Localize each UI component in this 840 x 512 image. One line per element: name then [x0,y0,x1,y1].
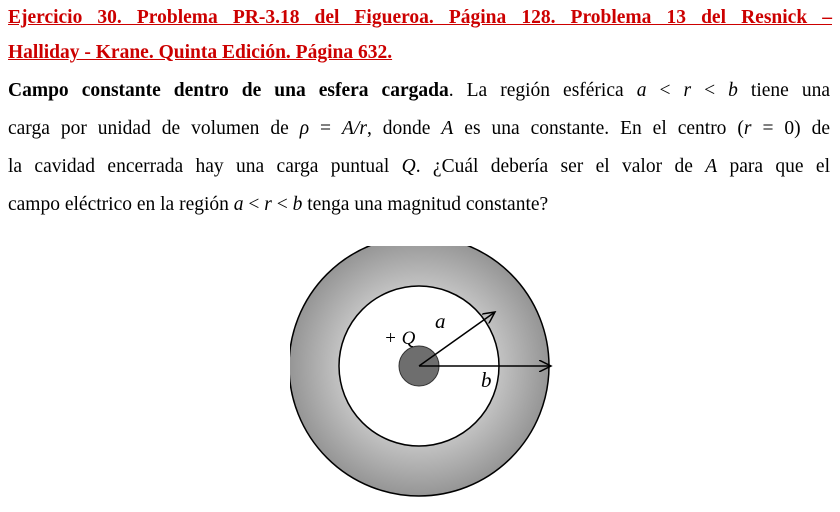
text: para que el [717,156,830,177]
var-A: A [441,118,454,139]
text: la cavidad encerrada hay una carga puntual [8,156,402,177]
problem-line-1 [8,76,830,106]
charge-label: + Q [384,328,416,349]
var-b: b [728,80,738,101]
text: . ¿Cuál debería ser el valor de [415,156,706,177]
var-a: a [636,80,647,101]
var-r: r [743,118,752,139]
problem-line-4 [8,190,830,220]
lt: < [646,80,684,101]
text: , donde [366,118,442,139]
text: tenga una magnitud constante? [302,194,549,215]
problem-line-3 [8,152,830,182]
label-b: b [481,368,492,392]
text: campo eléctrico en la región [8,194,234,215]
problem-line-2 [8,114,830,144]
var-r: r [683,80,692,101]
var-b: b [292,194,303,215]
text: = 0) de [751,118,830,139]
heading-line-1: Ejercicio 30. Problema PR-3.18 del Figueroa. Página 128. Problema 13 del Resnick – [8,7,832,28]
problem-title: Campo constante dentro de una esfera cargada [8,80,449,101]
lt: < [691,80,729,101]
text: es una constante. En el centro ( [453,118,744,139]
heading-line-2: Halliday - Krane. Quinta Edición. Página 632. [8,42,393,63]
var-r: r [264,194,272,215]
var-Q: Q [401,156,416,177]
text: tiene una [737,80,831,101]
label-a: a [435,309,446,333]
lt: < [243,194,265,215]
text: carga por unidad de volumen de [8,118,300,139]
charged-sphere-diagram [290,246,560,508]
text: . La región esférica [448,80,637,101]
var-A: A [342,118,354,139]
lt: < [271,194,293,215]
var-A: A [705,156,718,177]
eq: = [309,118,343,139]
var-a: a [233,194,244,215]
var-rho: ρ [299,118,310,139]
slash-r: /r [353,118,367,139]
